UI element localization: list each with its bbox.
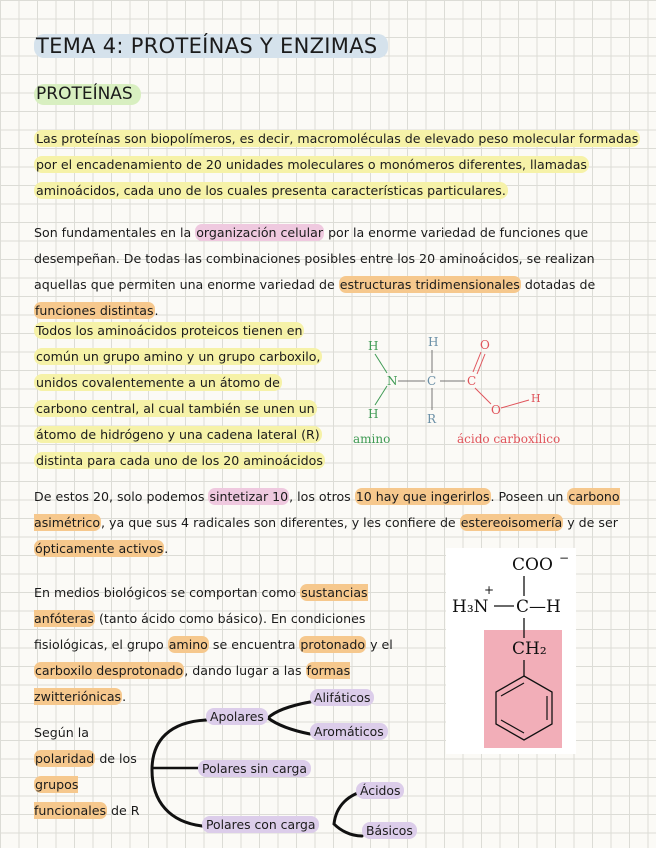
aminoacid-structure-diagram xyxy=(345,330,585,455)
text: de R xyxy=(107,803,140,818)
highlight-carbono-asimetrico: carbono asimétrico xyxy=(34,489,620,530)
text: por la enorme variedad de funciones que desempeñan. De todas las combinaciones posibles entre los 20 aminoácidos, se realizan aquellas que permiten una enorme variedad de xyxy=(34,225,595,292)
text: . Poseen un xyxy=(490,489,568,504)
text: En medios biológicos se comportan como xyxy=(34,585,301,600)
paragraph-aminoacids xyxy=(34,318,334,474)
highlight-carboxilo-desprotonado: carboxilo desprotonado xyxy=(35,663,184,678)
highlight-opticamente-activos: ópticamente activos xyxy=(35,541,164,556)
paragraph-intro xyxy=(34,126,644,204)
label: Alifáticos xyxy=(310,689,374,706)
text: dotadas de xyxy=(520,277,596,292)
h-atom: H xyxy=(428,335,439,349)
highlight-sintetizar: sintetizar 10 xyxy=(209,489,289,504)
highlight-protonado: protonado xyxy=(300,637,366,652)
c-atom: C xyxy=(427,374,437,388)
carboxylate-label: COO xyxy=(512,555,553,575)
tree-node-apolares xyxy=(206,708,268,726)
r-group: R xyxy=(427,412,437,426)
paragraph-classification xyxy=(34,720,154,824)
tree-node-alifaticos xyxy=(310,689,374,707)
text: . xyxy=(164,541,169,556)
text: , ya que sus 4 radicales son diferentes, y les confiere de xyxy=(101,515,460,530)
h-atom: H xyxy=(368,407,379,421)
zwitterion-structure xyxy=(446,548,576,754)
c-atom: C xyxy=(467,374,477,388)
label: Aromáticos xyxy=(310,723,388,740)
h-atom: H xyxy=(531,392,541,405)
tree-node-aromaticos xyxy=(310,723,388,741)
tree-node-polares-con-carga xyxy=(202,816,319,834)
label: Apolares xyxy=(206,708,268,725)
o-atom: O xyxy=(480,338,490,352)
alpha-carbon-label: C—H xyxy=(516,597,561,617)
carboxyl-label: ácido carboxílico xyxy=(457,432,561,446)
text: de los xyxy=(95,751,137,766)
highlight-estructuras: estructuras tridimensionales xyxy=(339,277,520,292)
page-title: TEMA 4: PROTEÍNAS Y ENZIMAS xyxy=(34,34,388,58)
amino-label: amino xyxy=(353,432,391,446)
ch2-label: CH₂ xyxy=(512,639,547,659)
o-atom: O xyxy=(491,403,501,417)
paragraph-functions xyxy=(34,220,644,324)
text: De estos 20, solo podemos xyxy=(34,489,209,504)
section-title: PROTEÍNAS xyxy=(34,84,141,105)
text: . xyxy=(154,303,159,318)
highlight-ingerirlos: 10 hay que ingerirlos xyxy=(355,489,490,504)
highlight-grupos-funcionales: grupos funcionales xyxy=(34,777,107,818)
highlight-organizacion: organización celular xyxy=(196,225,324,240)
highlight-funciones: funciones distintas xyxy=(35,303,154,318)
label: Polares con carga xyxy=(202,816,319,833)
tree-node-acidos xyxy=(356,782,404,800)
highlight-amino: amino xyxy=(168,637,208,652)
minus-sign: − xyxy=(559,551,570,565)
text: . xyxy=(122,689,127,704)
highlight-polaridad: polaridad xyxy=(35,751,95,766)
text: , dando lugar a las xyxy=(184,663,306,678)
intro-text: Las proteínas son biopolímeros, es decir, macromoléculas de elevado peso molecular formadas por el encadenamiento de 20 unidades moleculares o monómeros diferentes, llamadas aminoácidos, cada uno de los cuales presenta características particulares. xyxy=(36,131,639,198)
text: se encuentra xyxy=(208,637,300,652)
text: y de ser xyxy=(563,515,618,530)
label: Básicos xyxy=(362,822,417,839)
ammonium-label: H₃N xyxy=(452,597,489,617)
text: Son fundamentales en la xyxy=(34,225,196,240)
aminoacids-text: Todos los aminoácidos proteicos tienen en común un grupo amino y un grupo carboxilo, unidos covalentemente a un átomo de carbono central, al cual también se unen un átomo de hidrógeno y una cadena lateral (R) distinta para cada uno de los 20 aminoácidos xyxy=(36,323,323,468)
n-atom: N xyxy=(387,374,398,388)
highlight-anfoteras: sustancias anfóteras xyxy=(34,585,368,626)
h-atom: H xyxy=(368,339,379,353)
highlight-zwitterionicas: formas zwitteriónicas xyxy=(34,663,351,704)
text: (tanto ácido como básico). En condiciones fisiológicas, el grupo xyxy=(34,611,366,652)
label: Ácidos xyxy=(356,782,404,799)
text: Según la xyxy=(34,725,89,740)
text: , los otros xyxy=(289,489,355,504)
tree-node-polares-sin-carga xyxy=(198,760,311,778)
text: y el xyxy=(366,637,393,652)
highlight-estereoisomeria: estereoisomería xyxy=(460,515,563,530)
tree-node-basicos xyxy=(362,822,417,840)
label: Polares sin carga xyxy=(198,760,311,777)
zwitterion-drawing xyxy=(446,548,576,754)
plus-sign: + xyxy=(484,583,495,597)
